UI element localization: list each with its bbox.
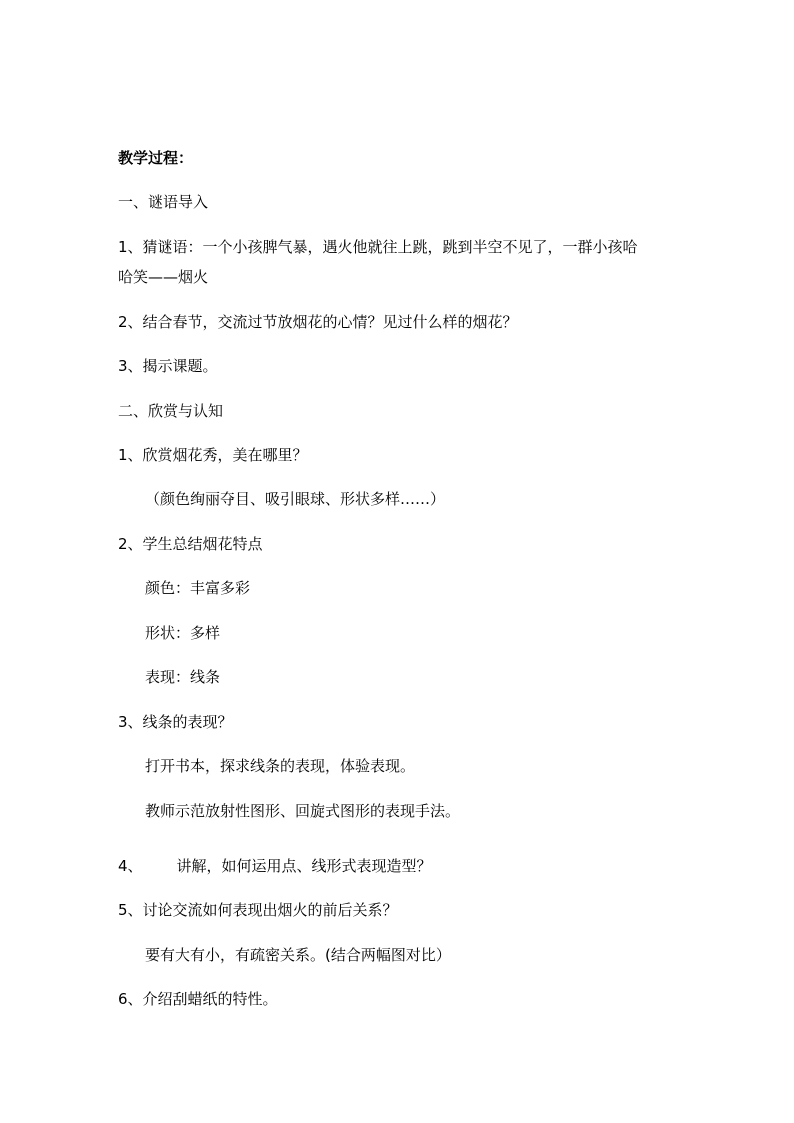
item-appreciate: 1、欣赏烟花秀，美在哪里？	[118, 446, 308, 464]
item-reveal-topic: 3、揭示课题。	[118, 357, 218, 375]
line-expression-b: 教师示范放射性图形、回旋式图形的表现手法。	[145, 802, 461, 820]
item-discussion: 5、讨论交流如何表现出烟火的前后关系？	[118, 901, 398, 919]
feature-expression: 表现：线条	[145, 668, 221, 686]
item-explain-number: 4、	[118, 857, 143, 875]
item-summary: 2、学生总结烟花特点	[118, 535, 263, 553]
item-spring-festival: 2、结合春节，交流过节放烟花的心情？见过什么样的烟花？	[118, 313, 518, 331]
section-heading: 教学过程：	[118, 149, 194, 167]
item-line-expression: 3、线条的表现？	[118, 713, 233, 731]
item-wax-paper: 6、介绍刮蜡纸的特性。	[118, 990, 278, 1008]
item-explain-text: 讲解，如何运用点、线形式表现造型？	[176, 857, 432, 875]
section-1-title: 一、谜语导入	[118, 193, 209, 211]
item-explain	[118, 856, 432, 876]
discussion-note: 要有大有小，有疏密关系。(结合两幅图对比）	[145, 946, 451, 964]
line-expression-a: 打开书本，探求线条的表现，体验表现。	[145, 757, 416, 775]
riddle-line-2: 哈笑——烟火	[118, 268, 209, 286]
feature-shape: 形状：多样	[145, 624, 221, 642]
riddle-line-1: 1、猜谜语：一个小孩脾气暴，遇火他就往上跳，跳到半空不见了，一群小孩哈	[118, 238, 638, 256]
feature-color: 颜色：丰富多彩	[145, 579, 251, 597]
section-2-title: 二、欣赏与认知	[118, 402, 224, 420]
item-appreciate-note: （颜色绚丽夺目、吸引眼球、形状多样……）	[145, 490, 446, 508]
